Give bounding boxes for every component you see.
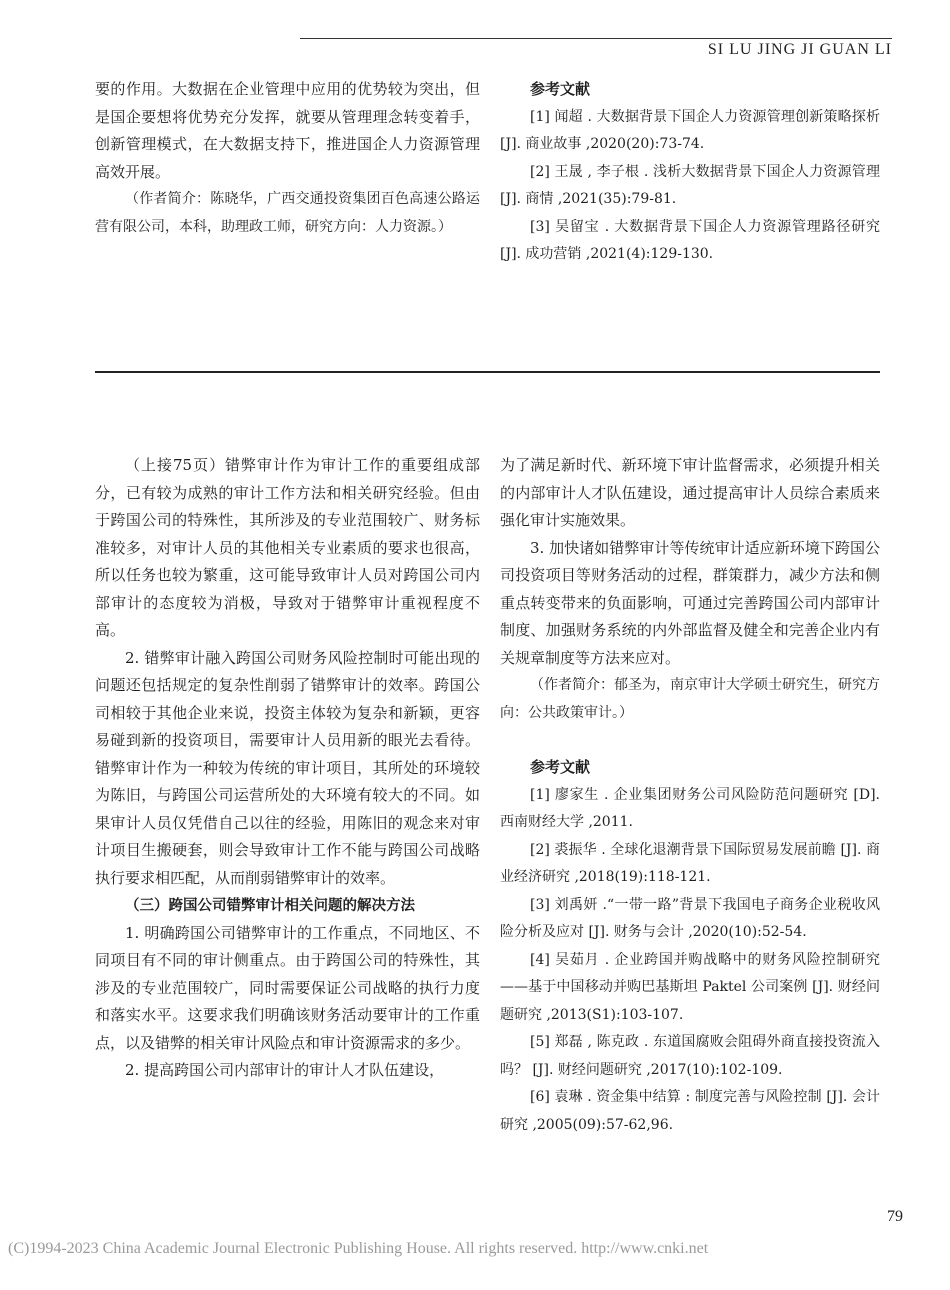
top-left-column [95, 76, 480, 241]
spacer [500, 727, 880, 754]
body-paragraph: 为了满足新时代、新环境下审计监督需求，必须提升相关的内部审计人才队伍建设，通过提高审计人员综合素质来强化审计实施效果。 [500, 456, 880, 529]
page-number: 79 [887, 1208, 903, 1225]
journal-title: SI LU JING JI GUAN LI [707, 41, 892, 58]
header-rule [300, 38, 892, 39]
reference-item: [6] 袁琳 . 资金集中结算 : 制度完善与风险控制 [J]. 会计研究 ,2005(09):57-62,96. [500, 1089, 880, 1133]
body-paragraph: 要的作用。大数据在企业管理中应用的优势较为突出，但是国企要想将优势充分发挥，就要从管理理念转变着手，创新管理模式，在大数据支持下，推进国企人力资源管理高效开展。 [95, 80, 480, 181]
copyright-footer: (C)1994-2023 China Academic Journal Electronic Publishing House. All rights reserved. http://www.cnki.net [8, 1240, 709, 1257]
reference-item: [2] 裘振华 . 全球化退潮背景下国际贸易发展前瞻 [J]. 商业经济研究 ,2018(19):118-121. [500, 841, 880, 885]
section-divider [95, 371, 880, 373]
body-paragraph: 2. 错弊审计融入跨国公司财务风险控制时可能出现的问题还包括规定的复杂性削弱了错弊审计的效率。跨国公司相较于其他企业来说，投资主体较为复杂和新颖，更容易碰到新的投资项目，需要审计人员用新的眼光去看待。错弊审计作为一种较为传统的审计项目，其所处的环境较为陈旧，与跨国公司运营所处的大环境有较大的不同。如果审计人员仅凭借自己以往的经验，用陈旧的观念来对审计项目生搬硬套，则会导致审计工作不能与跨国公司战略执行要求相匹配，从而削弱错弊审计的效率。 [95, 648, 480, 887]
references-heading: 参考文献 [530, 758, 591, 776]
top-right-references [500, 76, 880, 269]
reference-item: [1] 廖家生 . 企业集团财务公司风险防范问题研究 [D]. 西南财经大学 ,2011. [500, 786, 880, 830]
bottom-left-column [95, 452, 480, 1085]
author-note: （作者简介：陈晓华，广西交通投资集团百色高速公路运营有限公司，本科，助理政工师，研究方向：人力资源。） [95, 191, 480, 235]
body-paragraph: 3. 加快诸如错弊审计等传统审计适应新环境下跨国公司投资项目等财务活动的过程，群策群力，减少方法和侧重点转变带来的负面影响，可通过完善跨国公司内部审计制度、加强财务系统的内外部监督及健全和完善企业内有关规章制度等方法来应对。 [500, 538, 880, 667]
reference-item: [2] 王晟 , 李子根 . 浅析大数据背景下国企人力资源管理 [J]. 商情 ,2021(35):79-81. [500, 163, 880, 207]
body-paragraph: （上接75页）错弊审计作为审计工作的重要组成部分，已有较为成熟的审计工作方法和相关研究经验。但由于跨国公司的特殊性，其所涉及的专业范围较广、财务标准较多，对审计人员的其他相关专业素质的要求也很高，所以任务也较为繁重，这可能导致审计人员对跨国公司内部审计的态度较为消极，导致对于错弊审计重视程度不高。 [95, 456, 480, 639]
reference-item: [1] 闻超 . 大数据背景下国企人力资源管理创新策略探析 [J]. 商业故事 ,2020(20):73-74. [500, 108, 880, 152]
reference-item: [3] 刘禹妍 .“一带一路”背景下我国电子商务企业税收风险分析及应对 [J]. 财务与会计 ,2020(10):52-54. [500, 896, 880, 940]
section-heading: （三）跨国公司错弊审计相关问题的解决方法 [125, 897, 415, 914]
reference-item: [4] 吴茹月 . 企业跨国并购战略中的财务风险控制研究——基于中国移动并购巴基斯坦 Paktel 公司案例 [J]. 财经问题研究 ,2013(S1):103-107. [500, 951, 880, 1023]
bottom-right-column [500, 452, 880, 1139]
body-paragraph: 1. 明确跨国公司错弊审计的工作重点，不同地区、不同项目有不同的审计侧重点。由于跨国公司的特殊性，其涉及的专业范围较广，同时需要保证公司战略的执行力度和落实水平。这要求我们明确该财务活动要审计的工作重点，以及错弊的相关审计风险点和审计资源需求的多少。 [95, 923, 480, 1052]
body-paragraph: 2. 提高跨国公司内部审计的审计人才队伍建设， [125, 1061, 445, 1079]
reference-item: [3] 吴留宝 . 大数据背景下国企人力资源管理路径研究 [J]. 成功营销 ,2021(4):129-130. [500, 218, 880, 262]
author-note: （作者简介：郁圣为，南京审计大学硕士研究生，研究方向：公共政策审计。） [500, 677, 880, 721]
reference-item: [5] 郑磊 , 陈克政 . 东道国腐败会阻碍外商直接投资流入吗？ [J]. 财经问题研究 ,2017(10):102-109. [500, 1034, 880, 1078]
references-heading: 参考文献 [530, 80, 591, 98]
